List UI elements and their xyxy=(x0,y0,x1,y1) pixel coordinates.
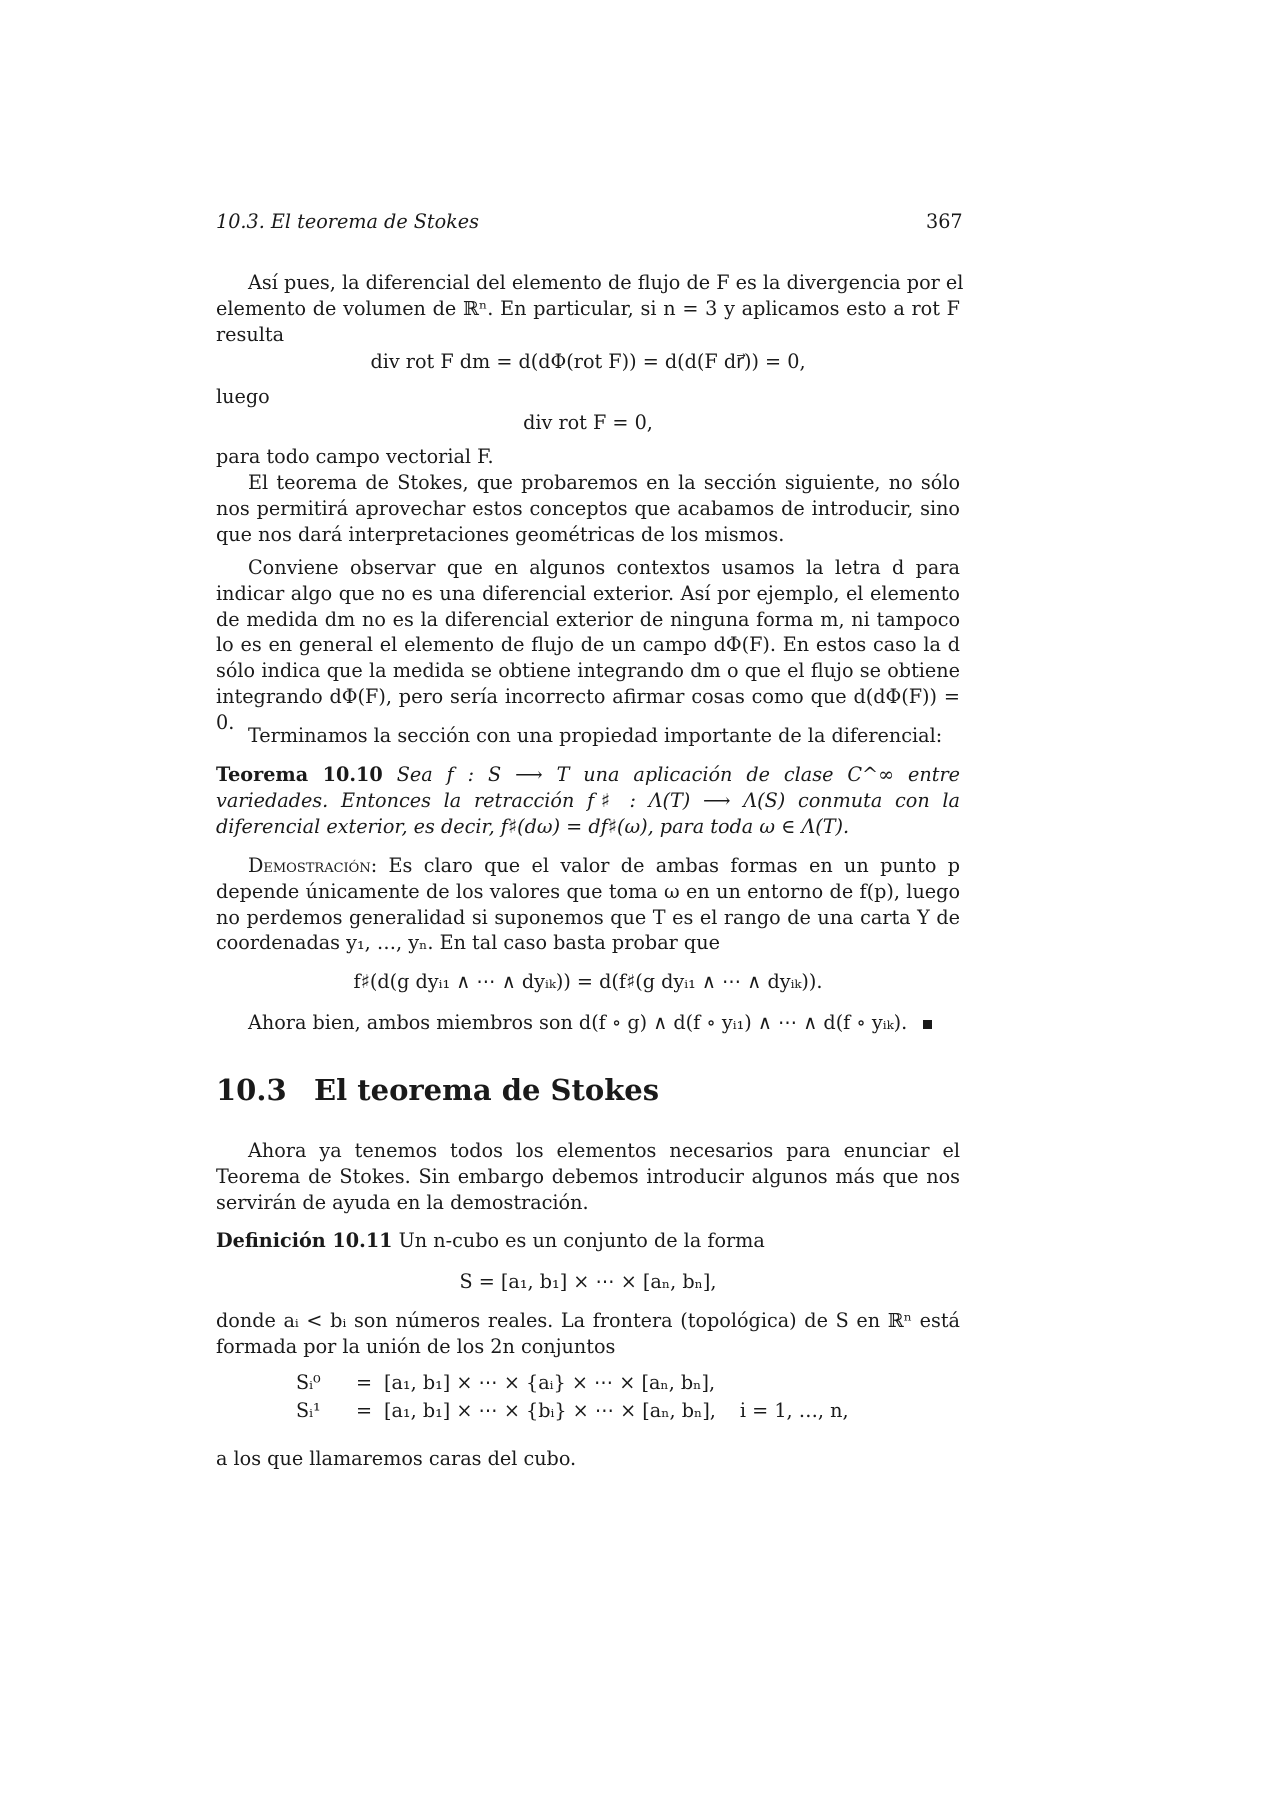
paragraph-6 xyxy=(248,1010,932,1036)
equation-n-cube: S = [a₁, b₁] × ⋯ × [aₙ, bₙ], xyxy=(459,1270,717,1293)
proof-text: Es claro que el valor de ambas formas en un punto p depende únicamente de los valores que toma ω en un entorno de f(p), luego no perdemos generalidad si suponemos que T es el rango de una carta Y de coordenadas y₁, …, yₙ. En tal caso basta probar que xyxy=(216,854,961,955)
faces-row-1 xyxy=(296,1398,849,1424)
theorem-text: Sea f : S ⟶ T una aplicación de clase C^∞ entre variedades. Entonces la retracción f♯ : Λ(T) ⟶ Λ(S) conmuta con la diferencial exterior, es decir, f♯(dω) = df♯(ω), para toda ω ∈ Λ(T). xyxy=(216,763,960,838)
page-number: 367 xyxy=(926,210,963,233)
paragraph-7: Ahora ya tenemos todos los elementos necesarios para enunciar el Teorema de Stokes. Sin embargo debemos introducir algunos más que nos servirán de ayuda en la demostración. xyxy=(216,1139,960,1214)
paragraph-1-line-1: Así pues, la diferencial del elemento de flujo de F es la divergencia por el xyxy=(248,271,964,294)
definition-10-11 xyxy=(216,1228,765,1254)
paragraph-2: para todo campo vectorial F. xyxy=(216,445,494,468)
paragraph-3: El teorema de Stokes, que probaremos en la sección siguiente, no sólo nos permitirá aprovechar estos conceptos que acabamos de introducir, sino que nos dará interpretaciones geométricas de los mismos. xyxy=(216,471,960,546)
paragraph-6-text: Ahora bien, ambos miembros son d(f ∘ g) ∧ d(f ∘ yᵢ₁) ∧ ⋯ ∧ d(f ∘ yᵢₖ). xyxy=(248,1011,908,1034)
paragraph-9: a los que llamaremos caras del cubo. xyxy=(216,1447,577,1470)
face-lhs: Sᵢ⁰ xyxy=(296,1371,321,1394)
theorem-10-10 xyxy=(216,762,960,839)
section-number: 10.3 xyxy=(216,1073,287,1107)
face-lhs: Sᵢ¹ xyxy=(296,1399,321,1422)
proof-label: Demostración: xyxy=(248,854,378,877)
running-header-title: 10.3. El teorema de Stokes xyxy=(216,210,480,233)
equation-div-rot-flux: div rot F dm = d(dΦ(rot F)) = d(d(F dr⃗)) = 0, xyxy=(370,350,806,373)
paragraph-8: donde aᵢ < bᵢ son números reales. La frontera (topológica) de S en ℝⁿ está formada por la unión de los 2n conjuntos xyxy=(216,1309,960,1358)
theorem-label: Teorema 10.10 xyxy=(216,763,383,786)
section-title: El teorema de Stokes xyxy=(314,1073,660,1107)
face-rhs: [a₁, b₁] × ⋯ × {bᵢ} × ⋯ × [aₙ, bₙ], xyxy=(384,1399,716,1422)
face-condition: i = 1, …, n, xyxy=(739,1399,849,1422)
equation-div-rot-zero: div rot F = 0, xyxy=(523,411,653,434)
equation-pullback-commutes: f♯(d(g dyᵢ₁ ∧ ⋯ ∧ dyᵢₖ)) = d(f♯(g dyᵢ₁ ∧ ⋯ ∧ dyᵢₖ)). xyxy=(353,970,823,993)
paragraph-1-line-2: elemento de volumen de ℝⁿ. En particular, si n = 3 y aplicamos esto a rot F xyxy=(216,297,960,320)
section-heading xyxy=(216,1073,660,1107)
face-eq-sign: = xyxy=(355,1371,373,1394)
face-rhs: [a₁, b₁] × ⋯ × {aᵢ} × ⋯ × [aₙ, bₙ], xyxy=(384,1371,716,1394)
paragraph-1-line-3: resulta xyxy=(216,323,285,346)
definition-text: Un n-cubo es un conjunto de la forma xyxy=(398,1229,765,1252)
proof-paragraph xyxy=(216,853,960,956)
faces-row-0 xyxy=(296,1370,715,1396)
face-eq-sign: = xyxy=(355,1399,373,1422)
word-luego: luego xyxy=(216,385,270,408)
paragraph-4: Conviene observar que en algunos contextos usamos la letra d para indicar algo que no es una diferencial exterior. Así por ejemplo, el elemento de medida dm no es la diferencial exterior de ninguna forma m, ni tampoco lo es en general el elemento de flujo de un campo dΦ(F). En estos caso la d sólo indica que la medida se obtiene integrando dm o que el flujo se obtiene integrando dΦ(F), pero sería incorrecto afirmar cosas como que d(dΦ(F)) = 0. xyxy=(216,556,960,734)
definition-label: Definición 10.11 xyxy=(216,1229,393,1252)
paragraph-5: Terminamos la sección con una propiedad importante de la diferencial: xyxy=(248,724,943,747)
qed-square-icon xyxy=(923,1020,932,1029)
